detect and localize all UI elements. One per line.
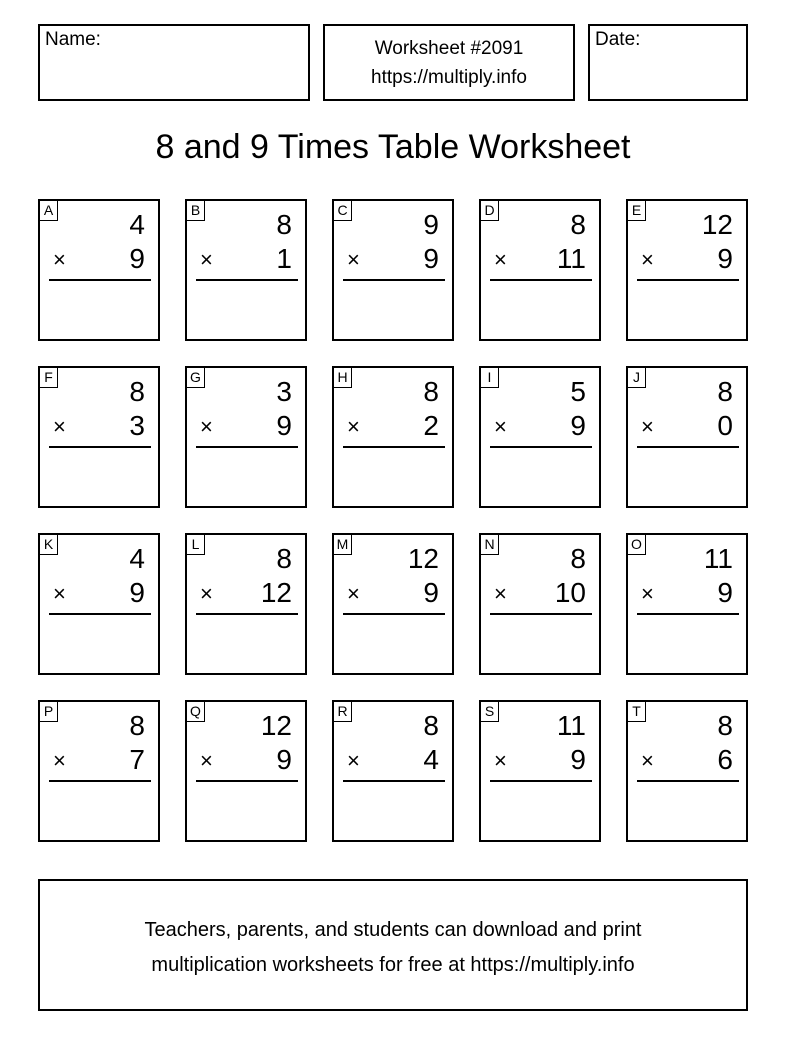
problem-box[interactable] bbox=[479, 366, 601, 508]
multiplicand: 8 bbox=[129, 710, 145, 741]
worksheet-number: Worksheet #2091 bbox=[374, 38, 524, 59]
problem-label: L bbox=[186, 534, 205, 555]
multiplier: 12 bbox=[260, 577, 292, 608]
answer-line bbox=[490, 613, 592, 615]
multiplicand: 8 bbox=[129, 376, 145, 407]
answer-line bbox=[637, 780, 739, 782]
problem-label: T bbox=[627, 701, 646, 722]
times-sign: × bbox=[53, 414, 66, 439]
problem-box[interactable] bbox=[185, 533, 307, 675]
multiplicand: 8 bbox=[276, 543, 292, 574]
times-sign: × bbox=[641, 748, 654, 773]
problem-box[interactable] bbox=[332, 199, 454, 341]
times-sign: × bbox=[347, 581, 360, 606]
times-sign: × bbox=[200, 247, 213, 272]
answer-line bbox=[490, 780, 592, 782]
footer-line-1: Teachers, parents, and students can download and print bbox=[144, 919, 642, 941]
times-sign: × bbox=[347, 247, 360, 272]
multiplicand: 3 bbox=[276, 376, 292, 407]
problem-label: H bbox=[333, 367, 352, 388]
multiplicand: 8 bbox=[276, 209, 292, 240]
multiplicand: 12 bbox=[260, 710, 292, 741]
problem-box[interactable] bbox=[479, 700, 601, 842]
times-sign: × bbox=[641, 414, 654, 439]
multiplier: 3 bbox=[129, 410, 145, 441]
multiplicand: 5 bbox=[570, 376, 586, 407]
multiplicand: 8 bbox=[423, 710, 439, 741]
problem-box[interactable] bbox=[185, 366, 307, 508]
date-label: Date: bbox=[595, 29, 641, 50]
footer-box bbox=[38, 879, 748, 1011]
problem-label: K bbox=[39, 534, 58, 555]
times-sign: × bbox=[641, 581, 654, 606]
problem-label: Q bbox=[186, 701, 205, 722]
multiplier: 9 bbox=[129, 577, 145, 608]
times-sign: × bbox=[494, 748, 507, 773]
problem-box[interactable] bbox=[479, 533, 601, 675]
multiplicand: 4 bbox=[129, 543, 145, 574]
multiplicand: 8 bbox=[570, 209, 586, 240]
multiplier: 9 bbox=[423, 243, 439, 274]
times-sign: × bbox=[347, 748, 360, 773]
name-label: Name: bbox=[45, 29, 101, 50]
multiplicand: 4 bbox=[129, 209, 145, 240]
multiplier: 9 bbox=[570, 410, 586, 441]
problem-label: E bbox=[627, 200, 646, 221]
multiplier: 0 bbox=[717, 410, 733, 441]
problem-box[interactable] bbox=[185, 199, 307, 341]
problem-label: R bbox=[333, 701, 352, 722]
multiplier: 9 bbox=[276, 744, 292, 775]
answer-line bbox=[49, 613, 151, 615]
answer-line bbox=[196, 279, 298, 281]
times-sign: × bbox=[494, 581, 507, 606]
problem-label: C bbox=[333, 200, 352, 221]
times-sign: × bbox=[494, 247, 507, 272]
problem-label: F bbox=[39, 367, 58, 388]
problem-label: P bbox=[39, 701, 58, 722]
problem-box[interactable] bbox=[626, 533, 748, 675]
problem-label: D bbox=[480, 200, 499, 221]
problem-box[interactable] bbox=[332, 700, 454, 842]
multiplier: 9 bbox=[129, 243, 145, 274]
answer-line bbox=[196, 446, 298, 448]
multiplicand: 12 bbox=[701, 209, 733, 240]
worksheet-id-box bbox=[323, 24, 575, 101]
multiplier: 9 bbox=[717, 577, 733, 608]
answer-line bbox=[196, 780, 298, 782]
multiplier: 11 bbox=[556, 243, 586, 274]
multiplier: 2 bbox=[423, 410, 439, 441]
multiplier: 10 bbox=[554, 577, 586, 608]
multiplier: 4 bbox=[423, 744, 439, 775]
problem-label: O bbox=[627, 534, 646, 555]
multiplicand: 8 bbox=[717, 376, 733, 407]
answer-line bbox=[637, 613, 739, 615]
multiplier: 9 bbox=[423, 577, 439, 608]
answer-line bbox=[49, 780, 151, 782]
problem-box[interactable] bbox=[185, 700, 307, 842]
multiplier: 6 bbox=[717, 744, 733, 775]
problem-box[interactable] bbox=[38, 199, 160, 341]
problem-label: M bbox=[333, 534, 352, 555]
multiplicand: 11 bbox=[703, 543, 733, 574]
times-sign: × bbox=[53, 748, 66, 773]
answer-line bbox=[49, 279, 151, 281]
multiplier: 9 bbox=[570, 744, 586, 775]
problem-label: S bbox=[480, 701, 499, 722]
answer-line bbox=[343, 279, 445, 281]
problem-label: A bbox=[39, 200, 58, 221]
multiplier: 9 bbox=[717, 243, 733, 274]
multiplicand: 9 bbox=[423, 209, 439, 240]
answer-line bbox=[49, 446, 151, 448]
times-sign: × bbox=[200, 414, 213, 439]
answer-line bbox=[490, 446, 592, 448]
problem-box[interactable] bbox=[626, 366, 748, 508]
times-sign: × bbox=[347, 414, 360, 439]
date-box[interactable] bbox=[588, 24, 748, 101]
multiplier: 7 bbox=[129, 744, 145, 775]
times-sign: × bbox=[53, 247, 66, 272]
multiplier: 1 bbox=[276, 243, 292, 274]
problem-box[interactable] bbox=[626, 700, 748, 842]
problem-label: J bbox=[627, 367, 646, 388]
multiplier: 9 bbox=[276, 410, 292, 441]
times-sign: × bbox=[641, 247, 654, 272]
page-title: 8 and 9 Times Table Worksheet bbox=[155, 128, 631, 166]
answer-line bbox=[196, 613, 298, 615]
problem-box[interactable] bbox=[38, 700, 160, 842]
times-sign: × bbox=[494, 414, 507, 439]
problem-box[interactable] bbox=[38, 533, 160, 675]
answer-line bbox=[343, 780, 445, 782]
problem-box[interactable] bbox=[479, 199, 601, 341]
problem-box[interactable] bbox=[626, 199, 748, 341]
problem-label: G bbox=[186, 367, 205, 388]
problem-label: N bbox=[480, 534, 499, 555]
problem-box[interactable] bbox=[38, 366, 160, 508]
answer-line bbox=[343, 613, 445, 615]
times-sign: × bbox=[53, 581, 66, 606]
answer-line bbox=[343, 446, 445, 448]
multiplicand: 8 bbox=[717, 710, 733, 741]
worksheet-url: https://multiply.info bbox=[371, 67, 527, 88]
multiplicand: 11 bbox=[556, 710, 586, 741]
problem-box[interactable] bbox=[332, 533, 454, 675]
multiplicand: 12 bbox=[407, 543, 439, 574]
times-sign: × bbox=[200, 748, 213, 773]
problem-box[interactable] bbox=[332, 366, 454, 508]
multiplicand: 8 bbox=[423, 376, 439, 407]
multiplicand: 8 bbox=[570, 543, 586, 574]
answer-line bbox=[637, 446, 739, 448]
name-box[interactable] bbox=[38, 24, 310, 101]
footer-line-2: multiplication worksheets for free at https://multiply.info bbox=[151, 954, 635, 976]
answer-line bbox=[637, 279, 739, 281]
answer-line bbox=[490, 279, 592, 281]
problem-label: I bbox=[480, 367, 499, 388]
problem-label: B bbox=[186, 200, 205, 221]
footer-text bbox=[40, 913, 746, 983]
times-sign: × bbox=[200, 581, 213, 606]
